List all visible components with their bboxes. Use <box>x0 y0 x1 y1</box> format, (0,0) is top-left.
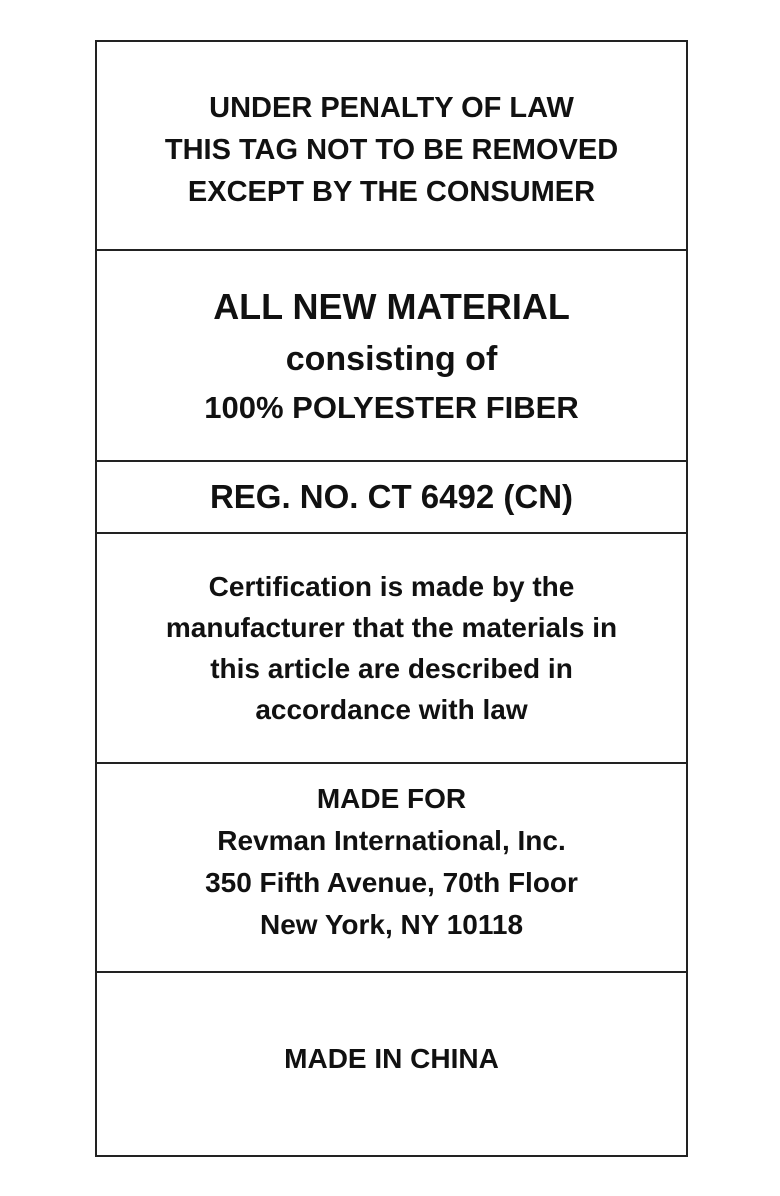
made-for-label: MADE FOR <box>316 782 467 814</box>
country-of-origin: MADE IN CHINA <box>284 1043 499 1074</box>
origin-section <box>97 971 686 1157</box>
law-tag <box>95 40 688 1157</box>
street-address: 350 Fifth Avenue, 70th Floor <box>205 866 578 898</box>
company-name: Revman International, Inc. <box>217 824 566 856</box>
certification-section <box>97 532 686 762</box>
material-connector: consisting of <box>285 339 498 378</box>
certification-line-4: accordance with law <box>255 694 528 725</box>
certification-line-2: manufacturer that the materials in <box>165 612 618 643</box>
city-state-zip: New York, NY 10118 <box>259 908 524 940</box>
material-heading: ALL NEW MATERIAL <box>213 285 570 327</box>
registration-number: REG. NO. CT 6492 (CN) <box>209 478 574 515</box>
made-for-section <box>97 762 686 971</box>
warning-line-1: UNDER PENALTY OF LAW <box>209 91 574 124</box>
certification-line-3: this article are described in <box>210 653 573 684</box>
certification-line-1: Certification is made by the <box>208 571 575 602</box>
warning-line-3: EXCEPT BY THE CONSUMER <box>187 175 596 208</box>
material-section <box>97 249 686 460</box>
registration-section <box>97 460 686 532</box>
material-content: 100% POLYESTER FIBER <box>204 389 579 425</box>
warning-line-2: THIS TAG NOT TO BE REMOVED <box>164 133 619 166</box>
warning-section <box>97 42 686 249</box>
